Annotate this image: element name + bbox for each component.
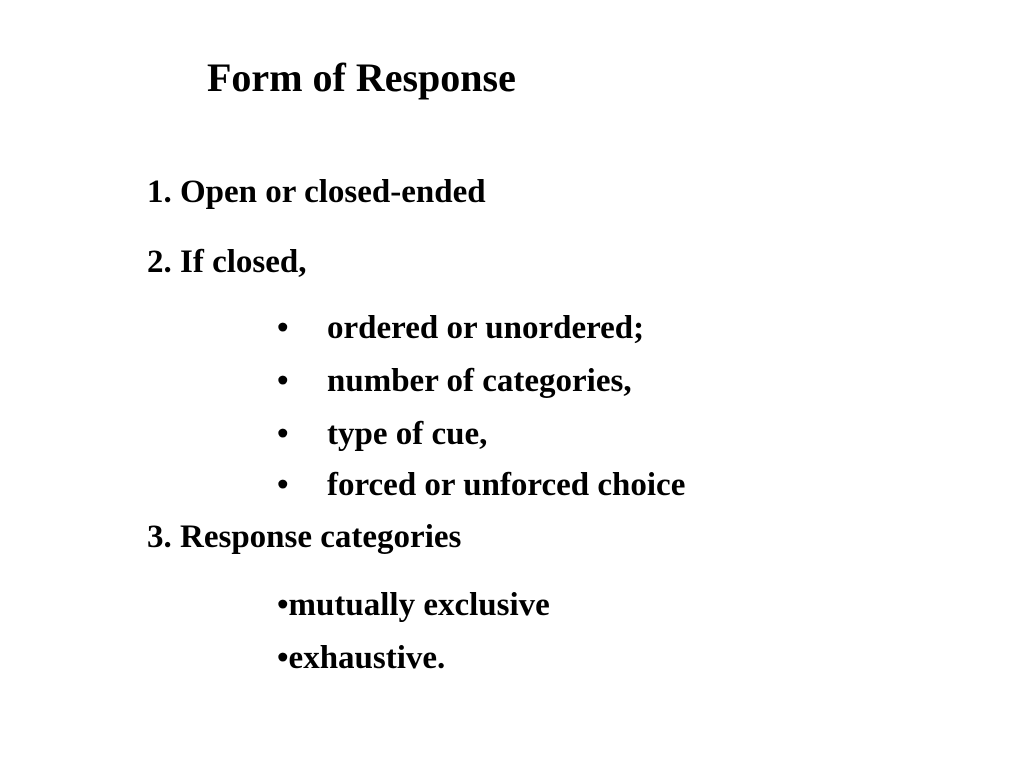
bullet-icon: • xyxy=(277,467,289,503)
bullet-ordered xyxy=(277,308,644,348)
item-response-categories: 3. Response categories xyxy=(147,519,462,555)
bullet-text: number of categories, xyxy=(327,363,632,399)
item-if-closed: 2. If closed, xyxy=(147,244,307,280)
bullet-text: ordered or unordered; xyxy=(327,310,645,346)
item-open-closed: 1. Open or closed-ended xyxy=(147,174,486,210)
bullet-text: type of cue, xyxy=(327,416,488,452)
bullet-icon: • xyxy=(277,310,289,346)
bullet-type-of-cue xyxy=(277,414,487,454)
bullet-icon: • xyxy=(277,416,289,452)
bullet-icon: • xyxy=(277,363,289,399)
bullet-text: forced or unforced choice xyxy=(327,467,686,503)
bullet-number-of-categories xyxy=(277,361,632,401)
slide-title: Form of Response xyxy=(207,55,516,100)
bullet-exhaustive: •exhaustive. xyxy=(277,640,446,676)
bullet-forced-choice xyxy=(277,465,685,505)
bullet-mutually-exclusive: •mutually exclusive xyxy=(277,587,550,623)
